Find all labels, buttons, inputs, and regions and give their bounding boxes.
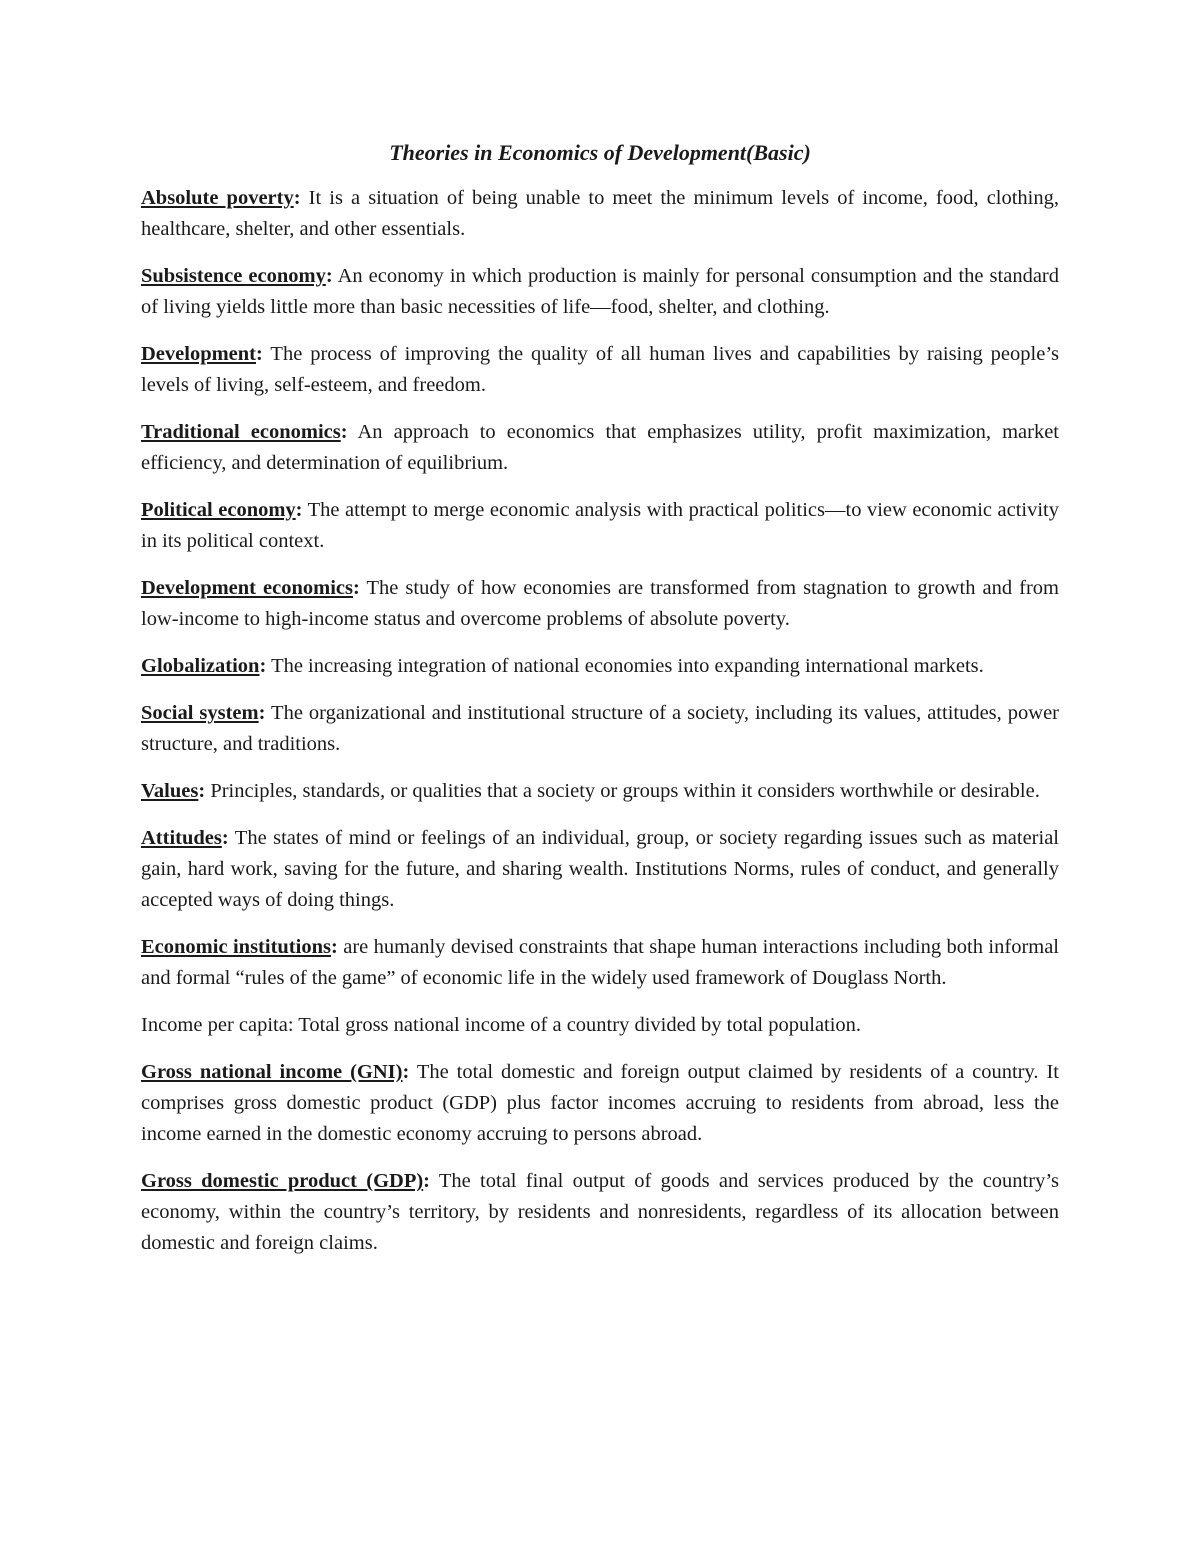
glossary-entry-subsistence-economy: Subsistence economy: An economy in which production is mainly for personal consumption and the standard of living yields little more than basic necessities of life—food, shelter, and clothing. <box>141 265 1059 318</box>
term: Economic institutions <box>141 936 331 958</box>
term: Development economics <box>141 577 353 599</box>
term: Attitudes <box>141 827 222 849</box>
glossary-entry-development-economics: Development economics: The study of how economies are transformed from stagnation to growth and from low-income to high-income status and overcome problems of absolute poverty. <box>141 577 1059 630</box>
definition: The study of how economies are transformed from stagnation to growth and from low-income to high-income status and overcome problems of absolute poverty. <box>141 577 1059 630</box>
term: Absolute poverty <box>141 187 294 209</box>
glossary-entry-development: Development: The process of improving the quality of all human lives and capabilities by raising people’s levels of living, self-esteem, and freedom. <box>141 343 1059 396</box>
definition: It is a situation of being unable to meet the minimum levels of income, food, clothing, healthcare, shelter, and other essentials. <box>141 187 1060 240</box>
glossary-entry-absolute-poverty: Absolute poverty: It is a situation of being unable to meet the minimum levels of income, food, clothing, healthcare, shelter, and other essentials. <box>141 187 1060 240</box>
glossary-entry-income-per-capita: Income per capita: Total gross national income of a country divided by total population. <box>141 1014 862 1036</box>
term: Political economy <box>141 499 296 521</box>
definition: The organizational and institutional structure of a society, including its values, attitudes, power structure, and traditions. <box>141 702 1060 755</box>
glossary-entry-attitudes: Attitudes: The states of mind or feelings of an individual, group, or society regarding issues such as material gain, hard work, saving for the future, and sharing wealth. Institutions Norms, rules of conduct, and generally accepted ways of doing things. <box>141 827 1059 911</box>
document-page <box>141 138 1059 1275</box>
term: Social system <box>141 702 259 724</box>
definition: The increasing integration of national economies into expanding international markets. <box>271 655 984 677</box>
glossary-entry-political-economy: Political economy: The attempt to merge economic analysis with practical politics—to view economic activity in its political context. <box>141 499 1059 552</box>
term: Gross national income (GNI) <box>141 1061 403 1083</box>
definition: An approach to economics that emphasizes utility, profit maximization, market efficiency, and determination of equilibrium. <box>141 421 1059 474</box>
term: Development <box>141 343 257 365</box>
definition: The process of improving the quality of all human lives and capabilities by raising people’s levels of living, self-esteem, and freedom. <box>141 343 1059 396</box>
glossary-entry-gni: Gross national income (GNI): The total domestic and foreign output claimed by residents of a country. It comprises gross domestic product (GDP) plus factor incomes accruing to residents from abroad, less the income earned in the domestic economy accruing to persons abroad. <box>141 1061 1059 1145</box>
glossary-entry-gdp: Gross domestic product (GDP): The total final output of goods and services produced by the country’s economy, within the country’s territory, by residents and nonresidents, regardless of its allocation between domestic and foreign claims. <box>141 1170 1059 1254</box>
document-title: Theories in Economics of Development(Basic) <box>389 140 811 165</box>
term: Globalization <box>141 655 260 677</box>
definition: The total domestic and foreign output claimed by residents of a country. It comprises gross domestic product (GDP) plus factor incomes accruing to residents from abroad, less the income earned in the domestic economy accruing to persons abroad. <box>141 1061 1059 1145</box>
term: Subsistence economy <box>141 265 326 287</box>
definition: The total final output of goods and services produced by the country’s economy, within the country’s territory, by residents and nonresidents, regardless of its allocation between domestic and foreign claims. <box>141 1170 1059 1254</box>
definition: The attempt to merge economic analysis with practical politics—to view economic activity in its political context. <box>141 499 1059 552</box>
term: Traditional economics <box>141 421 341 443</box>
definition: Principles, standards, or qualities that a society or groups within it considers worthwhile or desirable. <box>210 780 1040 802</box>
definition: are humanly devised constraints that shape human interactions including both informal and formal “rules of the game” of economic life in the widely used framework of Douglass North. <box>141 936 1060 989</box>
definition: An economy in which production is mainly for personal consumption and the standard of living yields little more than basic necessities of life—food, shelter, and clothing. <box>141 265 1059 318</box>
glossary-entry-traditional-economics: Traditional economics: An approach to economics that emphasizes utility, profit maximization, market efficiency, and determination of equilibrium. <box>141 421 1059 474</box>
glossary-entry-social-system: Social system: The organizational and institutional structure of a society, including its values, attitudes, power structure, and traditions. <box>141 702 1060 755</box>
glossary-entry-values: Values: Principles, standards, or qualities that a society or groups within it considers worthwhile or desirable. <box>141 780 1040 802</box>
glossary-entry-economic-institutions: Economic institutions: are humanly devised constraints that shape human interactions including both informal and formal “rules of the game” of economic life in the widely used framework of Douglass North. <box>141 936 1060 989</box>
definition: The states of mind or feelings of an individual, group, or society regarding issues such as material gain, hard work, saving for the future, and sharing wealth. Institutions Norms, rules of conduct, and generally accepted ways of doing things. <box>141 827 1059 911</box>
glossary-entry-globalization: Globalization: The increasing integration of national economies into expanding international markets. <box>141 655 984 677</box>
term: Gross domestic product (GDP) <box>141 1170 424 1192</box>
term: Values <box>141 780 199 802</box>
